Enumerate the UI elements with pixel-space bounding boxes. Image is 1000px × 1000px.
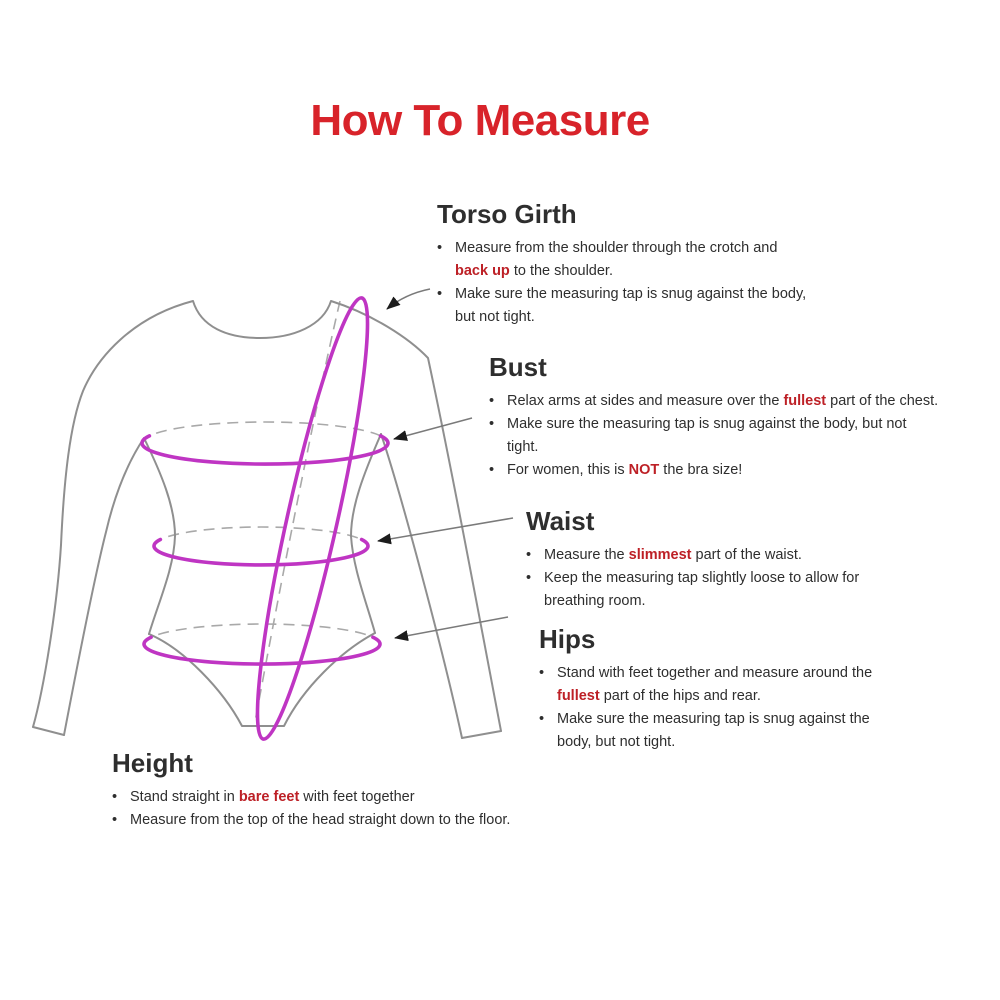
bullet-dot: • [112,812,118,828]
height-heading: Height [112,748,193,778]
bullet-text-line: Measure from the shoulder through the crotch and [455,240,778,256]
left-sleeve-inner-edge [64,438,144,735]
bullet-item [112,786,632,809]
page-title: How To Measure [310,96,650,145]
bullet-item [489,413,1000,459]
section-waist [526,506,1000,613]
torso-girth-tape-loop [239,292,386,744]
bullet-item [539,662,1000,708]
bullet-text-line: Make sure the measuring tap is snug against the body, [455,286,807,302]
right-sleeve-inner-edge [381,434,462,738]
bullet-dot: • [539,665,545,681]
bullet-text-line: body, but not tight. [557,734,676,750]
bullet-item [437,237,957,283]
bullet-item [437,283,957,329]
bullet-dot: • [526,547,532,563]
left-cuff-line [33,727,64,735]
bullet-text-line: breathing room. [544,593,646,609]
hips-heading: Hips [539,624,596,654]
section-torso-girth [437,199,957,329]
bullet-dot: • [539,711,545,727]
bullet-item [112,809,632,832]
bullet-dot: • [526,570,532,586]
height-bullets [112,786,632,832]
waist-bullets [526,544,1000,613]
bullet-dot: • [437,240,443,256]
bullet-dot: • [112,789,118,805]
bullet-text-line: tight. [507,439,539,455]
hips-bullets [539,662,1000,754]
hips-arrow [395,617,508,638]
right-cuff-line [462,731,501,738]
waist-tape-front [154,540,368,565]
bullet-text-line: Make sure the measuring tap is snug against the body, but not [507,416,907,432]
section-bust [489,352,1000,482]
torso-girth-arrow [387,289,430,309]
bullet-text-line: Measure from the top of the head straight down to the floor. [130,812,511,828]
bullet-item [526,567,1000,613]
waist-arrow [378,518,513,541]
bullet-text-line: Keep the measuring tap slightly loose to allow for [544,570,860,586]
bullet-dot: • [437,286,443,302]
torso-girth-heading: Torso Girth [437,199,577,229]
bust-bullets [489,390,1000,482]
bust-arrow [394,418,472,439]
bullet-text-line: back up to the shoulder. [455,263,613,279]
bullet-text-line: Relax arms at sides and measure over the fullest part of the chest. [507,393,939,409]
bullet-item [489,459,1000,482]
torso-girth-bullets [437,237,957,329]
bullet-dot: • [489,416,495,432]
bullet-text-line: fullest part of the hips and rear. [557,688,761,704]
hips-back-tape-dashed [144,624,380,644]
bullet-item [526,544,1000,567]
waist-heading: Waist [526,506,595,536]
bullet-dot: • [489,462,495,478]
bullet-text-line: Make sure the measuring tap is snug against the [557,711,870,727]
garment-outline [33,301,501,738]
bullet-text-line: Stand straight in bare feet with feet together [130,789,415,805]
bullet-text-line: For women, this is NOT the bra size! [507,462,743,478]
bullet-dot: • [489,393,495,409]
body-and-sleeves-outline [33,301,501,731]
bust-heading: Bust [489,352,547,382]
section-hips [539,624,1000,754]
bust-back-tape-dashed [142,422,388,443]
bullet-text-line: Stand with feet together and measure around the [557,665,873,681]
right-torso-side [351,434,381,633]
bullet-text-line: Measure the slimmest part of the waist. [544,547,802,563]
bullet-text-line: but not tight. [455,309,535,325]
bullet-item [489,390,1000,413]
section-height [112,748,632,832]
